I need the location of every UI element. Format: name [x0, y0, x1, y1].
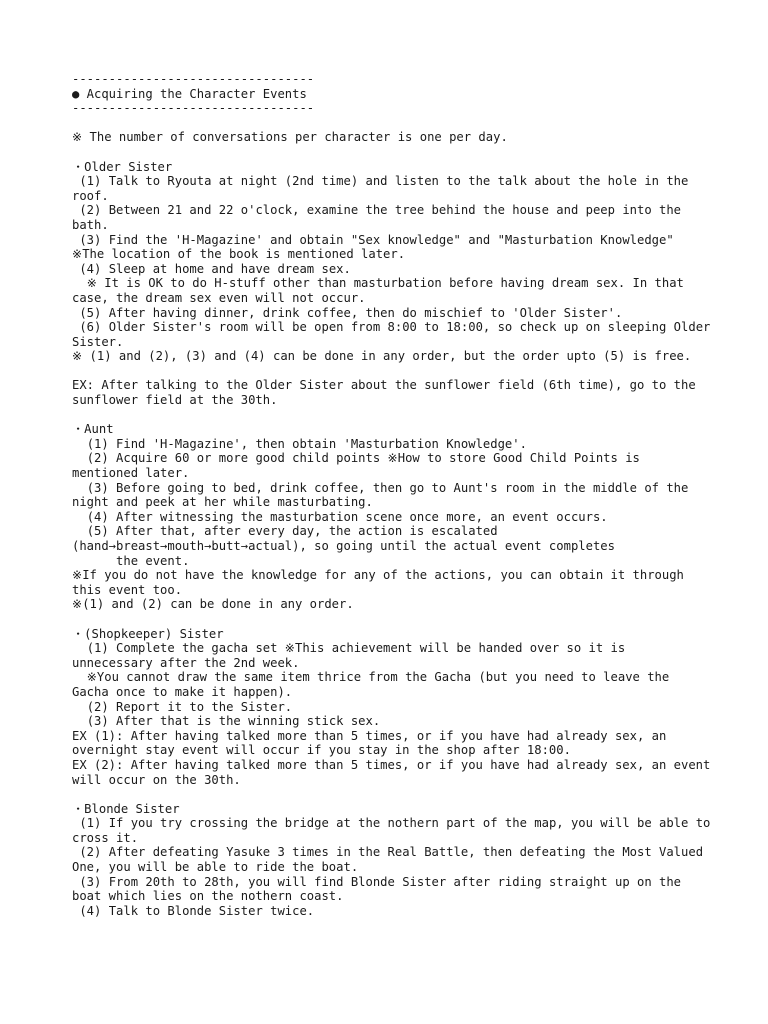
list-item: (2) After defeating Yasuke 3 times in the Real Battle, then defeating the Most Valued One, you will be able to ride the boat. [72, 845, 711, 875]
list-item: ※If you do not have the knowledge for any of the actions, you can obtain it through this event too. [72, 568, 692, 597]
document-page [72, 72, 718, 918]
spacer [72, 145, 712, 160]
list-item: (4) After witnessing the masturbation scene once more, an event occurs. [72, 509, 608, 524]
list-item: (3) Find the 'H-Magazine' and obtain "Sex knowledge" and "Masturbation Knowledge" [72, 232, 674, 247]
list-item: (1) Talk to Ryouta at night (2nd time) and listen to the talk about the hole in the roof. [72, 174, 696, 203]
spacer [72, 408, 712, 423]
header-rule-top: --------------------------------- [72, 72, 315, 86]
list-item: (3) Before going to bed, drink coffee, then go to Aunt's room in the middle of the night and peek at her while masturbating. [72, 480, 696, 510]
list-item: (2) Between 21 and 22 o'clock, examine the tree behind the house and peep into the bath. [72, 203, 689, 232]
list-item: (1) Complete the gacha set ※This achievement will be handed over so it is unnecessary after the 2nd week. [72, 641, 633, 670]
spacer [72, 787, 712, 802]
list-item: ※(1) and (2) can be done in any order. [72, 597, 354, 612]
list-item: (2) Acquire 60 or more good child points ※How to store Good Child Points is mentioned later. [72, 451, 648, 481]
section-title: ● Acquiring the Character Events [72, 86, 307, 101]
older-sister-heading: ・Older Sister [72, 159, 173, 174]
blonde-sister-heading: ・Blonde Sister [72, 801, 180, 816]
list-item: (3) After that is the winning stick sex. [72, 714, 381, 729]
older-sister-ex: EX: After talking to the Older Sister about the sunflower field (6th time), go to the sunflower field at the 30th. [72, 378, 704, 408]
list-item: ※ It is OK to do H-stuff other than masturbation before having dream sex. In that case, the dream sex even will not occur. [72, 276, 692, 305]
shopkeeper-sister-heading: ・(Shopkeeper) Sister [72, 626, 224, 641]
list-item: (3) From 20th to 28th, you will find Blonde Sister after riding straight up on the boat which lies on the nothern coast. [72, 874, 689, 904]
list-item: ※The location of the book is mentioned later. [72, 247, 406, 262]
header-rule-bottom: --------------------------------- [72, 101, 315, 116]
intro-note: ※ The number of conversations per character is one per day. [72, 130, 508, 145]
list-item: (1) If you try crossing the bridge at the nothern part of the map, you will be able to cross it. [72, 816, 718, 845]
aunt-heading: ・Aunt [72, 422, 114, 437]
older-sister-section [72, 159, 718, 408]
list-item: ※You cannot draw the same item thrice from the Gacha (but you need to leave the Gacha once to make it happen). [72, 670, 677, 699]
list-item: (6) Older Sister's room will be open from 8:00 to 18:00, so check up on sleeping Older Sister. [72, 320, 718, 349]
list-item: (4) Talk to Blonde Sister twice. [72, 903, 315, 918]
list-item: EX (1): After having talked more than 5 times, or if you have had already sex, an overnight stay event will occur if you stay in the shop after 18:00. [72, 728, 674, 758]
spacer [72, 364, 712, 379]
list-item: (hand→breast→mouth→butt→actual), so going until the actual event completes [72, 539, 615, 553]
list-item: (4) Sleep at home and have dream sex. [72, 261, 351, 276]
list-item: (5) After that, after every day, the action is escalated [72, 524, 498, 539]
shopkeeper-sister-section [72, 626, 718, 788]
list-item: EX (2): After having talked more than 5 times, or if you have had already sex, an event will occur on the 30th. [72, 757, 718, 787]
spacer [72, 612, 712, 627]
list-item: ※ (1) and (2), (3) and (4) can be done in any order, but the order upto (5) is free. [72, 349, 692, 364]
spacer [72, 116, 712, 131]
list-item: the event. [72, 553, 190, 568]
blonde-sister-section [72, 801, 718, 919]
list-item: (2) Report it to the Sister. [72, 699, 293, 714]
list-item: (1) Find 'H-Magazine', then obtain 'Masturbation Knowledge'. [72, 436, 527, 451]
aunt-section [72, 422, 712, 612]
list-item: (5) After having dinner, drink coffee, then do mischief to 'Older Sister'. [72, 305, 623, 320]
